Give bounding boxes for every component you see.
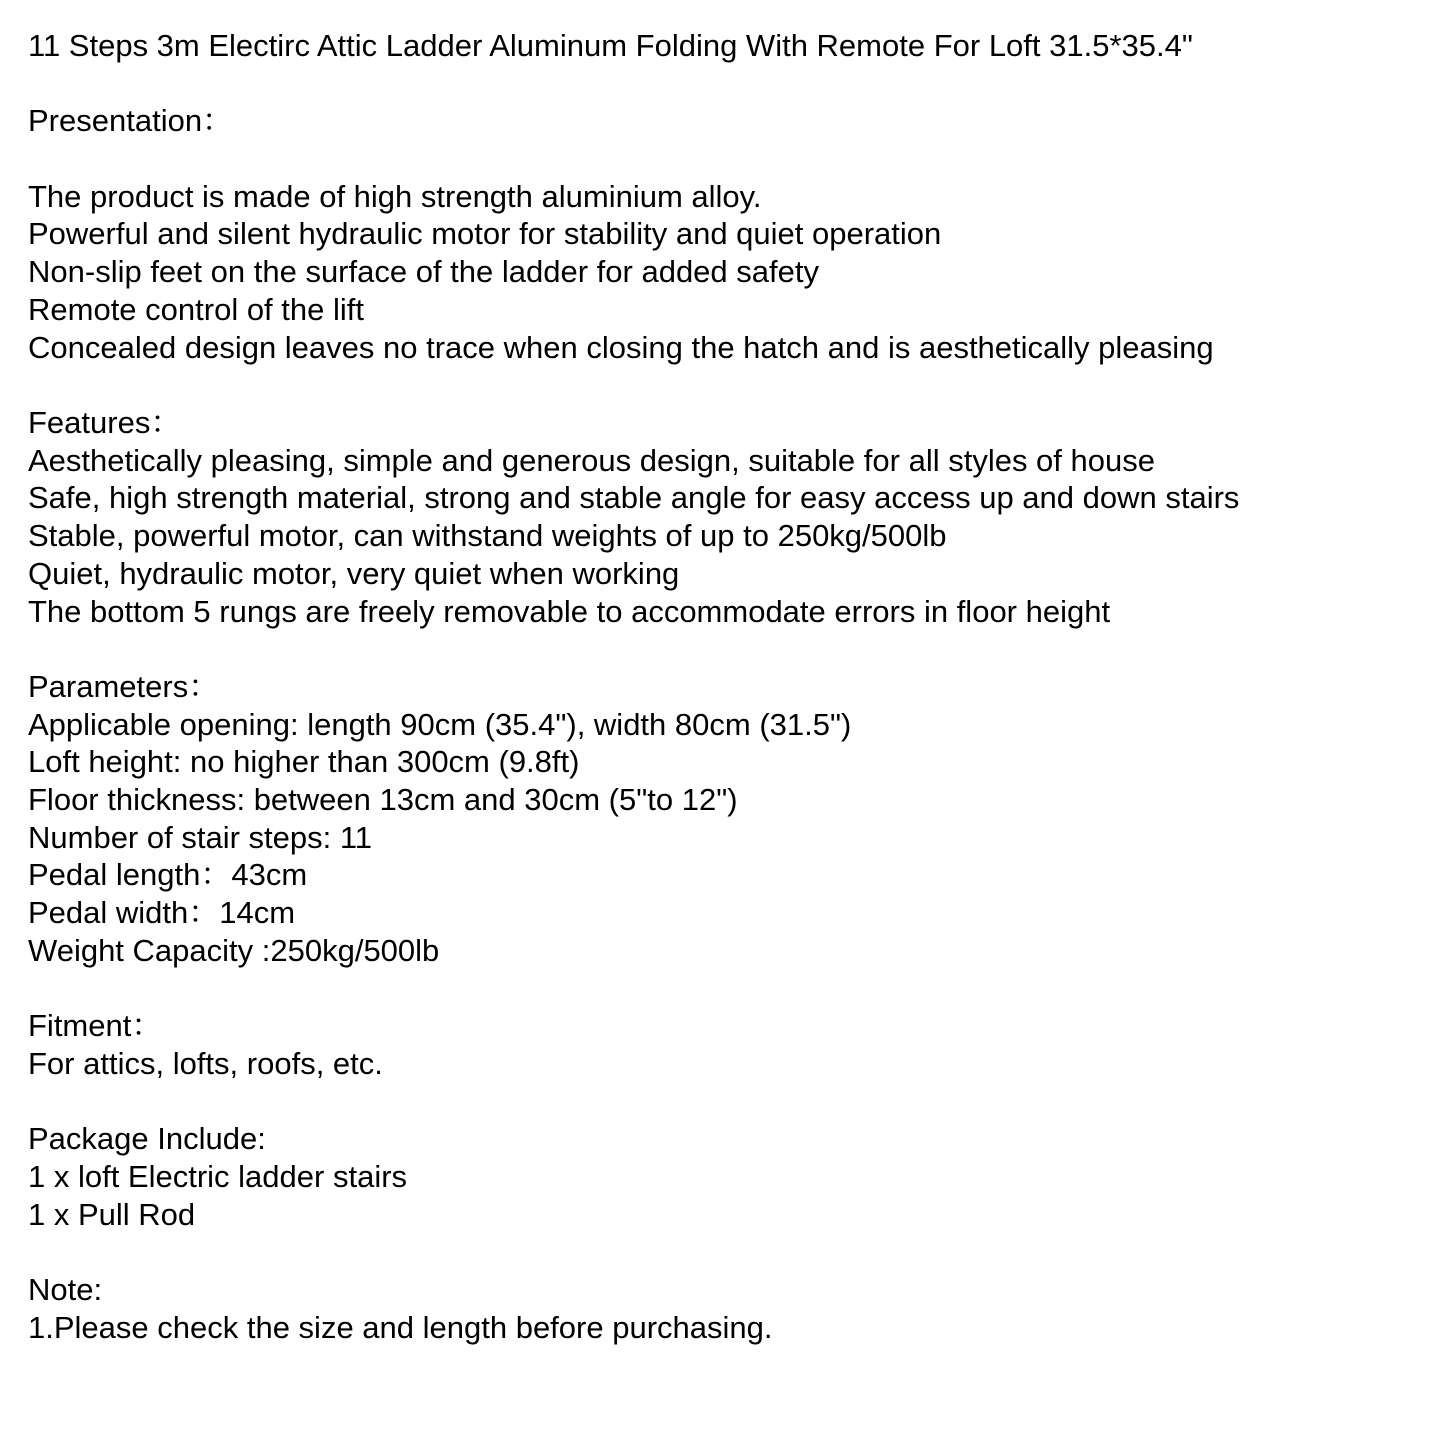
presentation-line: Remote control of the lift — [28, 291, 364, 327]
feature-line: Safe, high strength material, strong and stable angle for easy access up and down stairs — [28, 480, 1240, 516]
parameter-line: Pedal width：14cm — [28, 895, 296, 931]
parameter-line: Pedal length：43cm — [28, 857, 308, 893]
note-heading: Note: — [28, 1272, 103, 1308]
parameter-line: Floor thickness: between 13cm and 30cm (5"to 12") — [28, 782, 738, 817]
product-description — [28, 27, 1428, 1347]
spacer — [28, 1233, 1428, 1271]
package-heading: Package Include: — [28, 1121, 266, 1157]
parameters-heading: Parameters： — [28, 668, 220, 704]
parameter-line: Weight Capacity :250kg/500lb — [28, 932, 440, 968]
fitment-heading: Fitment： — [28, 1008, 163, 1044]
feature-line: Quiet, hydraulic motor, very quiet when working — [28, 555, 680, 591]
package-line: 1 x Pull Rod — [28, 1196, 196, 1232]
fitment-list — [28, 1045, 1428, 1083]
feature-line: Stable, powerful motor, can withstand weights of up to 250kg/500lb — [28, 518, 947, 554]
parameters-list — [28, 706, 1428, 970]
parameter-line: Loft height: no higher than 300cm (9.8ft) — [28, 744, 580, 780]
features-heading: Features： — [28, 404, 182, 440]
spacer — [28, 1083, 1428, 1121]
product-title: 11 Steps 3m Electirc Attic Ladder Aluminum Folding With Remote For Loft 31.5*35.4" — [28, 28, 1193, 63]
presentation-list — [28, 178, 1428, 367]
package-line: 1 x loft Electric ladder stairs — [28, 1159, 408, 1194]
presentation-line: Concealed design leaves no trace when closing the hatch and is aesthetically pleasing — [28, 329, 1214, 365]
spacer — [28, 630, 1428, 668]
parameter-line: Number of stair steps: 11 — [28, 819, 373, 855]
spacer — [28, 366, 1428, 404]
presentation-line: Powerful and silent hydraulic motor for stability and quiet operation — [28, 216, 942, 252]
spacer — [28, 140, 1428, 178]
feature-line: Aesthetically pleasing, simple and generous design, suitable for all styles of house — [28, 442, 1155, 478]
presentation-line: The product is made of high strength aluminium alloy. — [28, 178, 762, 214]
presentation-heading: Presentation： — [28, 103, 234, 139]
note-list — [28, 1309, 1428, 1347]
feature-line: The bottom 5 rungs are freely removable to accommodate errors in floor height — [28, 593, 1111, 629]
fitment-line: For attics, lofts, roofs, etc. — [28, 1045, 383, 1081]
presentation-line: Non-slip feet on the surface of the ladder for added safety — [28, 254, 819, 290]
spacer — [28, 970, 1428, 1008]
note-line: 1.Please check the size and length before purchasing. — [28, 1309, 773, 1345]
package-list — [28, 1158, 1428, 1233]
spacer — [28, 65, 1428, 103]
features-list — [28, 442, 1428, 631]
parameter-line: Applicable opening: length 90cm (35.4"), width 80cm (31.5") — [28, 706, 852, 742]
